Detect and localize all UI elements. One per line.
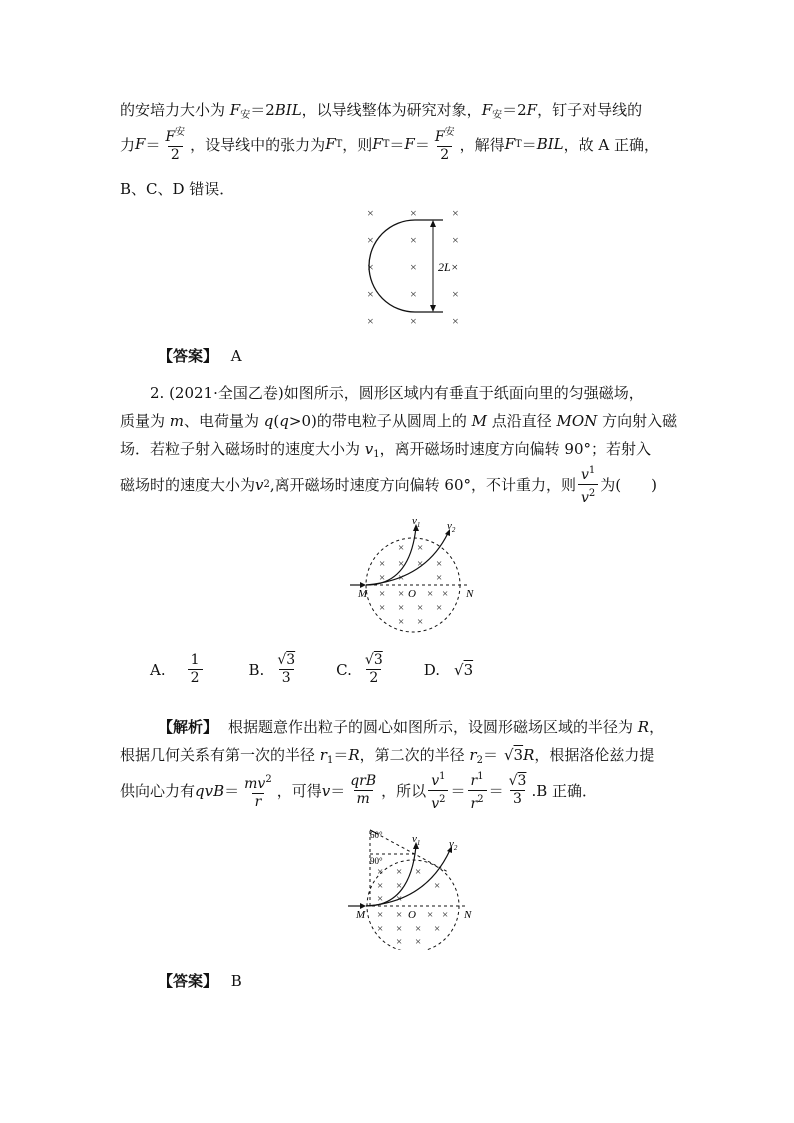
label-60: 60°: [370, 830, 383, 840]
text: 方向射入磁: [597, 412, 678, 430]
cross-mark: ×: [379, 588, 386, 600]
text: ，设导线中的张力为: [190, 135, 326, 154]
cross-mark: ×: [410, 206, 417, 220]
sup-an: 安: [175, 127, 186, 138]
option-C[interactable]: [336, 652, 388, 687]
cross-mark: ×: [367, 287, 374, 301]
var-v: v: [581, 490, 589, 506]
trajectory-v1: [366, 846, 416, 906]
var-v: v: [431, 796, 440, 812]
answer-1: [158, 345, 242, 366]
var-mv: mv: [244, 775, 266, 792]
cross-mark: ×: [377, 866, 384, 878]
label-2L: 2L×: [438, 260, 459, 274]
var-q: q: [263, 412, 274, 430]
radicand: 3: [463, 660, 474, 679]
para1-line1: [120, 99, 642, 121]
label-v1: $v_1$: [412, 515, 421, 529]
answer-value: A: [230, 347, 242, 365]
sup-an: 安: [444, 127, 455, 138]
text: ，可得: [276, 782, 322, 800]
cross-mark: ×: [377, 909, 384, 921]
option-B[interactable]: [249, 652, 301, 687]
text: ＝: [145, 135, 161, 154]
fraction-mv2-over-r: [241, 771, 275, 811]
cross-mark: ×: [410, 260, 417, 274]
text: ，根据洛伦兹力提: [534, 746, 655, 764]
text: 供向心力有: [120, 782, 196, 800]
text: .B 正确．: [531, 782, 597, 800]
answer-label: 【答案】: [158, 972, 219, 990]
cross-mark: ×: [436, 572, 443, 584]
label-v1: $v_1$: [412, 833, 421, 847]
answer-2: [158, 970, 242, 991]
var-F: F: [135, 135, 146, 153]
option-label: B.: [248, 660, 265, 679]
var-v: v: [364, 440, 374, 458]
text: 根据几何关系有第一次的半径: [120, 746, 320, 764]
cross-mark: ×: [452, 287, 459, 301]
options-row: [150, 652, 473, 687]
cross-mark: ×: [417, 558, 424, 570]
var-F: F: [165, 129, 176, 145]
radicand: 3: [513, 746, 524, 764]
cross-mark: ×: [427, 588, 434, 600]
cross-mark: ×: [377, 893, 384, 905]
option-D-value: [454, 661, 473, 679]
cross-mark: ×: [410, 233, 417, 247]
den: 2: [168, 146, 183, 164]
den: 2: [437, 146, 452, 164]
var-BIL: BIL: [536, 135, 564, 153]
field-crosses: [379, 542, 448, 628]
option-A[interactable]: [150, 652, 205, 687]
label-v2: $v_2$: [449, 838, 458, 852]
sup: 2: [439, 794, 446, 805]
text: ,离开磁场时速度方向偏转 60°，不计重力，则: [269, 476, 576, 494]
label-O: O: [408, 909, 416, 921]
text: 的安培力大小为: [120, 101, 230, 119]
text: ＝: [450, 782, 466, 800]
text: ，离开磁场时速度方向偏转 90°；若射入: [379, 440, 651, 458]
cross-mark: ×: [415, 936, 422, 948]
sub-T: T: [335, 138, 343, 150]
cross-mark: ×: [367, 314, 374, 328]
sub-an: 安: [492, 110, 503, 121]
sup: 2: [588, 488, 596, 499]
cross-mark: ×: [442, 588, 449, 600]
text: ＝: [482, 746, 498, 764]
var-MON: MON: [556, 412, 598, 430]
var-v: v: [255, 475, 264, 494]
var-r: r: [470, 796, 478, 812]
cross-mark: ×: [396, 936, 403, 948]
var-F: F: [504, 135, 515, 153]
option-label: A.: [150, 660, 166, 679]
cross-mark: ×: [379, 602, 386, 614]
text: 、电荷量为: [184, 412, 264, 430]
semicircle-wire: [369, 220, 415, 312]
field-crosses: [377, 866, 448, 948]
cross-mark: ×: [367, 206, 374, 220]
text: ＝: [521, 135, 537, 154]
radicand: 3: [373, 652, 383, 668]
var-F: F: [434, 129, 445, 145]
den: m: [354, 790, 373, 808]
label-90: 90°: [370, 856, 383, 866]
den: 2: [366, 669, 381, 687]
var-v: v: [581, 467, 589, 483]
fraction-sqrt3-over-3: [506, 773, 530, 808]
text: ，: [649, 718, 665, 736]
sub-T: T: [515, 138, 522, 150]
var-r: r: [319, 746, 327, 764]
cross-mark: ×: [398, 542, 405, 554]
cross-mark: ×: [396, 923, 403, 935]
figure-wire-semicircle: [355, 200, 475, 335]
var-R: R: [637, 718, 650, 736]
q2-line3: [120, 438, 651, 460]
sub-T: T: [382, 138, 390, 150]
sub: 1: [326, 755, 334, 766]
fraction-F-an-over-2: [162, 124, 188, 164]
text: 为( ): [600, 476, 658, 494]
analysis-label: 【解析】: [158, 718, 219, 736]
cross-mark: ×: [436, 558, 443, 570]
text: ，以导线整体为研究对象，: [301, 101, 482, 119]
text: ＝: [488, 782, 504, 800]
text: ＝: [330, 782, 346, 800]
text: ＝: [414, 135, 430, 154]
option-label: D.: [423, 660, 440, 679]
cross-mark: ×: [442, 909, 449, 921]
cross-mark: ×: [396, 909, 403, 921]
answer-value: B: [230, 972, 242, 990]
sup: 2: [477, 794, 484, 805]
para1-line3: B、C、D 错误．: [120, 180, 235, 198]
cross-mark: ×: [398, 602, 405, 614]
text: ＝: [224, 782, 240, 800]
text: 点沿直径: [486, 412, 557, 430]
fraction-r1-over-r2: [468, 768, 487, 813]
cross-mark: ×: [396, 893, 403, 905]
sqrt-symbol: √: [364, 652, 374, 668]
den: 3: [510, 790, 525, 808]
arrow-up: [430, 220, 436, 227]
den: r: [252, 793, 265, 811]
cross-mark: ×: [377, 923, 384, 935]
label-M: M: [356, 909, 366, 921]
text: 质量为: [120, 412, 170, 430]
sup: 1: [588, 465, 596, 476]
cross-mark: ×: [452, 314, 459, 328]
text: 场．若粒子射入磁场时的速度大小为: [120, 440, 365, 458]
option-A-fraction: [188, 652, 203, 687]
text: ，第二次的半径: [359, 746, 470, 764]
cross-mark: ×: [396, 866, 403, 878]
text: ，钉子对导线的: [537, 101, 643, 119]
sub-an: 安: [240, 110, 251, 121]
var-F: F: [404, 135, 415, 153]
fraction-qrB-over-m: [347, 773, 379, 808]
radicand: 3: [517, 773, 527, 789]
label-N: N: [464, 909, 472, 921]
cross-mark: ×: [367, 233, 374, 247]
option-C-fraction: [362, 652, 386, 687]
cross-mark: ×: [434, 923, 441, 935]
cross-mark: ×: [398, 558, 405, 570]
sub: 2: [263, 479, 270, 490]
option-D[interactable]: [424, 661, 473, 679]
cross-mark: ×: [415, 866, 422, 878]
sup: 1: [439, 771, 446, 782]
fraction-F-an-over-2: [432, 124, 458, 164]
arrow-down: [430, 305, 436, 312]
sqrt-symbol: √: [454, 660, 464, 679]
var-v: v: [431, 773, 440, 789]
text: >0)的带电粒子从圆周上的: [288, 412, 472, 430]
trajectory-v1: [366, 527, 416, 585]
var-F: F: [325, 135, 336, 153]
var-R: R: [348, 746, 360, 764]
cross-mark: ×: [417, 542, 424, 554]
text: ＝: [333, 746, 349, 764]
cross-mark: ×: [452, 233, 459, 247]
den: 2: [188, 669, 203, 687]
cross-mark: ×: [398, 616, 405, 628]
text: ，所以: [381, 782, 427, 800]
sqrt-symbol: √: [508, 773, 518, 789]
q2-line4: [120, 462, 657, 507]
den: 3: [279, 669, 294, 687]
para1-line2: [120, 124, 659, 164]
var-M: M: [471, 412, 487, 430]
option-label: C.: [336, 660, 352, 679]
text: ，故 A 正确，: [563, 135, 659, 154]
analysis-line3: [120, 768, 597, 813]
var-BIL: BIL: [274, 101, 302, 119]
cross-mark: ×: [379, 558, 386, 570]
sup: 2: [265, 773, 272, 785]
cross-mark: ×: [398, 588, 405, 600]
sqrt-symbol: √: [503, 746, 514, 764]
text: 磁场时的速度大小为: [120, 476, 256, 494]
sub: 2: [476, 755, 483, 766]
text: ，解得: [459, 135, 505, 154]
text: (: [273, 412, 280, 430]
cross-mark: ×: [379, 572, 386, 584]
var-R: R: [523, 746, 535, 764]
q2-line1: 2. (2021·全国乙卷)如图所示，圆形区域内有垂直于纸面向里的匀强磁场，: [150, 384, 644, 402]
answer-label: 【答案】: [158, 347, 219, 365]
label-O: O: [408, 588, 416, 600]
var-F: F: [372, 135, 383, 153]
var-F: F: [481, 101, 493, 119]
fraction-v1-over-v2: [428, 768, 448, 813]
text: ＝2: [250, 101, 275, 119]
num: 1: [190, 652, 200, 668]
cross-mark: ×: [398, 572, 405, 584]
cross-mark: ×: [417, 602, 424, 614]
text: 根据题意作出粒子的圆心如图所示，设圆形磁场区域的半径为: [228, 718, 638, 736]
label-N: N: [466, 588, 474, 600]
cross-mark: ×: [427, 909, 434, 921]
sub: 1: [373, 449, 380, 460]
var-qvB: qvB: [195, 781, 225, 800]
analysis-line2: [120, 744, 654, 766]
var-q: q: [279, 412, 289, 430]
sup: 1: [477, 771, 484, 782]
var-F: F: [526, 101, 538, 119]
figure-circular-field: [350, 515, 490, 635]
cross-mark: ×: [415, 923, 422, 935]
cross-mark: ×: [396, 880, 403, 892]
cross-mark: ×: [410, 287, 417, 301]
text: ＝: [389, 135, 405, 154]
q2-line2: [120, 410, 677, 431]
sqrt-symbol: √: [277, 652, 287, 668]
text: ＝2: [502, 101, 527, 119]
var-m: m: [169, 412, 185, 430]
var-r: r: [470, 773, 478, 789]
text: 力: [120, 135, 136, 154]
figure-construction: [348, 822, 488, 950]
text: ，则: [342, 135, 373, 154]
label-M: M: [358, 588, 368, 600]
cross-mark: ×: [436, 602, 443, 614]
cross-mark: ×: [452, 206, 459, 220]
option-B-fraction: [274, 652, 298, 687]
cross-mark: ×: [410, 314, 417, 328]
fraction-v1-over-v2: [578, 462, 598, 507]
var-F: F: [229, 101, 241, 119]
var-r: r: [469, 746, 477, 764]
var-v: v: [321, 781, 331, 800]
cross-mark: ×: [434, 880, 441, 892]
cross-mark: ×: [377, 880, 384, 892]
analysis-line1: [158, 716, 664, 737]
cross-mark: ×: [367, 260, 374, 274]
label-v2: $v_2$: [447, 520, 456, 534]
radicand: 3: [286, 652, 296, 668]
num: qrB: [350, 773, 377, 789]
cross-mark: ×: [417, 616, 424, 628]
